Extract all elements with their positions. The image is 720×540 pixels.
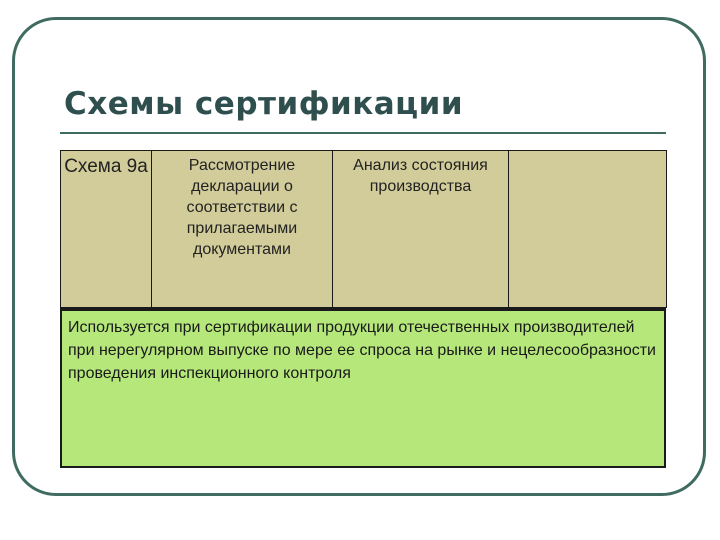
scheme-description: Используется при сертификации продукции отечественных производителей при нерегулярном выпуске по мере ее спроса на рынке и нецелесообразности проведения инспекционного контроля	[60, 308, 666, 468]
declaration-review-cell: Рассмотрение декларации о соответствии с прилагаемыми документами	[152, 151, 333, 308]
empty-cell	[509, 151, 667, 308]
slide-title: Схемы сертификации	[64, 86, 464, 122]
title-underline	[60, 132, 666, 134]
scheme-table	[60, 150, 667, 308]
production-analysis-cell: Анализ состояния производства	[333, 151, 509, 308]
table-row	[61, 151, 667, 308]
scheme-name-cell: Схема 9а	[61, 151, 152, 308]
